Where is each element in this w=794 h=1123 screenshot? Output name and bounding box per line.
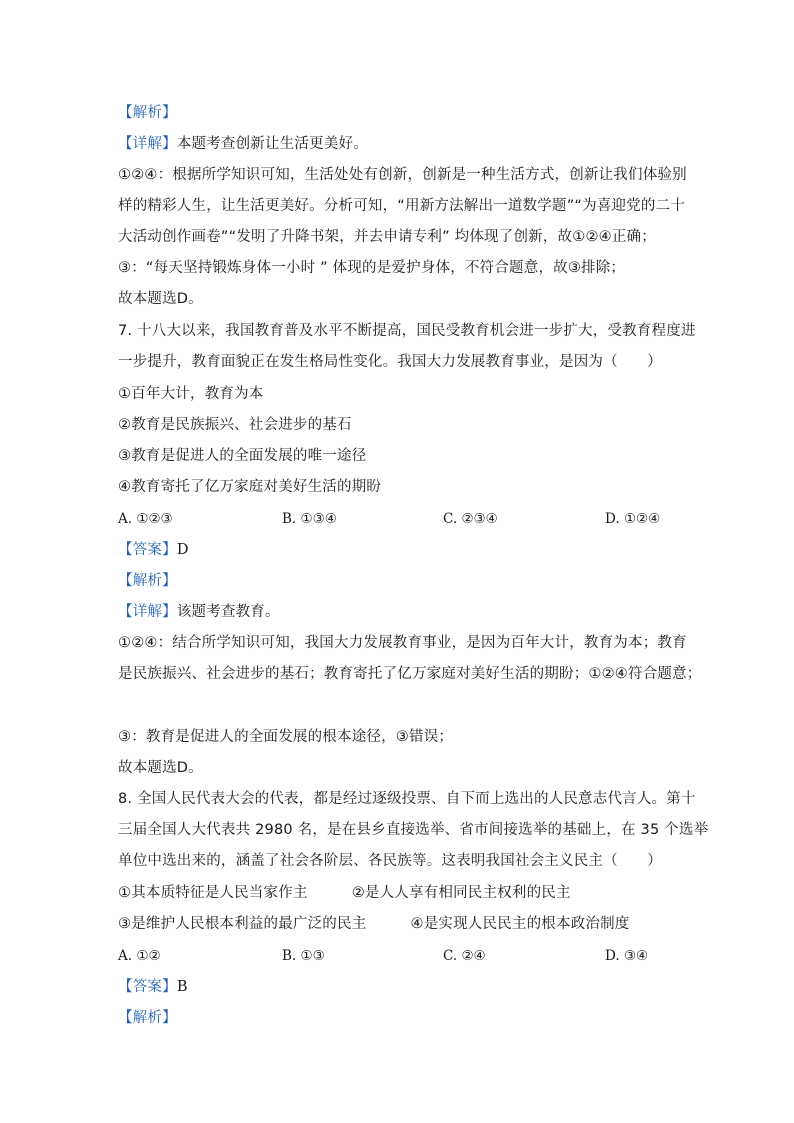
detail-line xyxy=(118,134,368,154)
analysis-paragraph-line: ①②④：根据所学知识可知，生活处处有创新，创新是一种生活方式，创新让我们体验别 xyxy=(118,167,687,183)
analysis-paragraph-line: ③：“每天坚持锻炼身体一小时 ” 体现的是爱护身体，不符合题意，故③排除； xyxy=(118,260,626,276)
statement-pair: ③是维护人民根本利益的最广泛的民主 ④是实现人民民主的根本政治制度 xyxy=(118,916,630,932)
option-b: B. ①③④ xyxy=(282,511,337,527)
answer-tag: 【答案】 xyxy=(118,979,177,995)
statement-item: ③教育是促进人的全面发展的唯一途径 xyxy=(118,448,367,464)
option-a: A. ①②③ xyxy=(118,511,173,527)
statement-item: ④教育寄托了亿万家庭对美好生活的期盼 xyxy=(118,479,382,495)
conclusion-line: 故本题选D。 xyxy=(118,760,203,776)
question-stem-line: 三届全国人大代表共 2980 名，是在县乡直接选举、省市间接选举的基础上，在 35 个选举 xyxy=(118,822,709,838)
analysis-tag: 【解析】 xyxy=(118,105,177,121)
analysis-paragraph-line: 样的精彩人生，让生活更美好。分析可知，“用新方法解出一道数学题”“为喜迎党的二十 xyxy=(118,198,686,214)
option-b: B. ①③ xyxy=(282,948,325,964)
statement-item: ②教育是民族振兴、社会进步的基石 xyxy=(118,417,352,433)
answer-tag: 【答案】 xyxy=(118,542,177,558)
analysis-paragraph-line: 是民族振兴、社会进步的基石；教育寄托了亿万家庭对美好生活的期盼；①②④符合题意； xyxy=(118,666,702,682)
analysis-paragraph-line: ①②④：结合所学知识可知，我国大力发展教育事业，是因为百年大计，教育为本；教育 xyxy=(118,635,687,651)
option-c: C. ②④ xyxy=(443,948,486,964)
option-c: C. ②③④ xyxy=(443,511,498,527)
option-d: D. ③④ xyxy=(605,948,649,964)
detail-text: 该题考查教育。 xyxy=(176,604,280,620)
statement-item: ①百年大计，教育为本 xyxy=(118,386,264,402)
option-d: D. ①②④ xyxy=(605,511,661,527)
detail-text: 本题考查创新让生活更美好。 xyxy=(176,136,368,152)
conclusion-line: 故本题选D。 xyxy=(118,291,203,307)
question-stem-line: 单位中选出来的，涵盖了社会各阶层、各民族等。这表明我国社会主义民主（ ） xyxy=(118,853,662,869)
detail-tag: 【详解】 xyxy=(118,136,177,152)
statement-pair: ①其本质特征是人民当家作主 ②是人人享有相同民主权利的民主 xyxy=(118,885,571,901)
analysis-tag: 【解析】 xyxy=(118,1010,177,1026)
answer-value: B xyxy=(176,979,188,995)
question-stem-line: 8. 全国人民代表大会的代表，都是经过逐级投票、自下而上选出的人民意志代言人。第十 xyxy=(118,791,696,807)
question-stem-line: 一步提升，教育面貌正在发生格局性变化。我国大力发展教育事业，是因为（ ） xyxy=(118,354,662,370)
analysis-tag: 【解析】 xyxy=(118,573,177,589)
answer-line xyxy=(118,540,189,560)
question-stem-line: 7. 十八大以来，我国教育普及水平不断提高，国民受教育机会进一步扩大，受教育程度进 xyxy=(118,323,696,339)
option-a: A. ①② xyxy=(118,948,161,964)
answer-value: D xyxy=(176,542,189,558)
analysis-paragraph-line: 大活动创作画卷”“发明了升降书架，并去申请专利” 均体现了创新，故①②④正确； xyxy=(118,229,656,245)
answer-line xyxy=(118,977,188,997)
detail-tag: 【详解】 xyxy=(118,604,177,620)
detail-line xyxy=(118,602,280,622)
analysis-paragraph-line: ③：教育是促进人的全面发展的根本途径，③错误； xyxy=(118,729,454,745)
